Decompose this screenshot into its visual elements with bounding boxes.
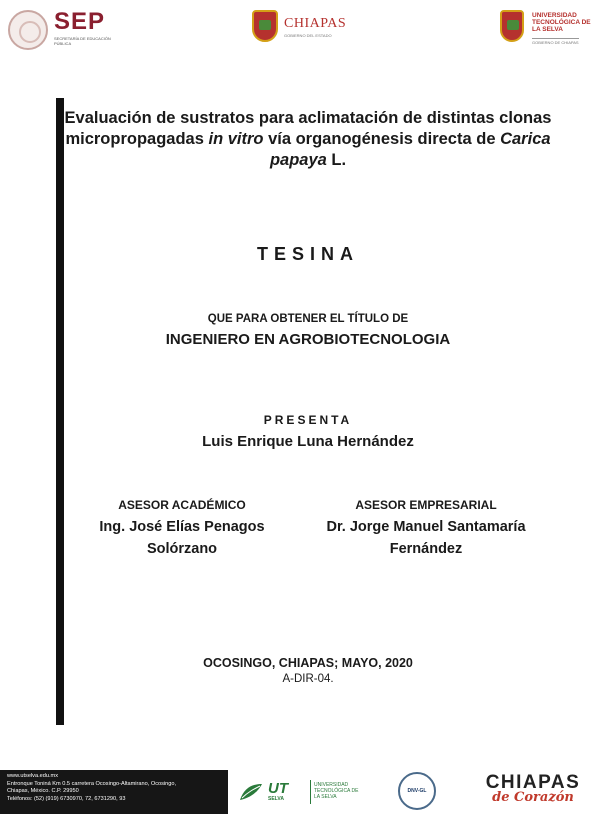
- academic-advisor-name-line1: Ing. José Elías Penagos: [99, 519, 265, 535]
- university-shield-icon: [500, 10, 524, 42]
- title-text-2: vía organogénesis directa de: [263, 130, 501, 148]
- footer-logos: [228, 770, 600, 814]
- thesis-type: TESINA: [256, 244, 359, 264]
- certification-seal-icon: [398, 772, 436, 810]
- slogan-bottom: de Corazón: [492, 790, 574, 805]
- chiapas-shield-icon: [252, 10, 278, 42]
- title-italic-in-vitro: in vitro: [208, 130, 264, 148]
- ut-sub: SELVA: [268, 796, 284, 802]
- business-advisor-name-line1: Dr. Jorge Manuel Santamaría: [326, 519, 526, 535]
- ut-divider: [310, 780, 311, 804]
- university-logo: [498, 8, 598, 50]
- place-date: OCOSINGO, CHIAPAS; MAYO, 2020: [203, 656, 413, 670]
- footer-website: www.utselva.edu.mx: [7, 773, 58, 779]
- academic-advisor-name: [66, 516, 298, 560]
- academic-advisor-name-line2: Solórzano: [146, 541, 218, 557]
- chiapas-name: CHIAPAS: [284, 16, 347, 31]
- chiapas-de-corazon-logo: [473, 772, 593, 812]
- footer-address-line2: Chiapas, México. C.P. 29950: [7, 788, 79, 794]
- left-vertical-rule: [56, 98, 64, 725]
- business-advisor-label: ASESOR EMPRESARIAL: [355, 498, 497, 512]
- sep-acronym: SEP: [54, 8, 106, 35]
- business-advisor-block: [300, 498, 552, 560]
- university-name: UNIVERSIDAD TECNOLÓGICA DE LA SELVA: [532, 12, 591, 33]
- business-advisor-name-line2: Fernández: [389, 541, 463, 557]
- footer-phones: Teléfonos: (52) (919) 6730970, 72, 6731290, 93: [7, 795, 126, 802]
- title-text-3: L.: [326, 151, 347, 169]
- chiapas-government-logo: [252, 10, 362, 50]
- document-title: [64, 108, 552, 171]
- mexico-seal-icon: [8, 10, 48, 50]
- degree-name: INGENIERO EN AGROBIOTECNOLOGIA: [165, 331, 451, 348]
- certification-mark: DNV-GL: [407, 788, 427, 794]
- university-subtitle: GOBIERNO DE CHIAPAS: [532, 40, 579, 45]
- academic-advisor-label: ASESOR ACADÉMICO: [118, 498, 246, 512]
- ut-mark: UT: [268, 780, 288, 797]
- academic-advisor-block: [66, 498, 298, 560]
- title-italic-species: Carica papaya: [269, 130, 551, 169]
- ut-leaf-icon: [238, 782, 264, 802]
- chiapas-subtitle: GOBIERNO DEL ESTADO: [284, 33, 332, 38]
- document-code: A-DIR-04.: [282, 673, 334, 685]
- degree-purpose: QUE PARA OBTENER EL TÍTULO DE: [207, 313, 409, 325]
- author-name: Luis Enrique Luna Hernández: [202, 433, 414, 450]
- footer-contact: [0, 770, 228, 814]
- ut-selva-logo: [238, 778, 358, 808]
- footer-address-line1: Entronque Toniná Km 0.5 carretera Ocosingo-Altamirano, Ocosingo,: [7, 780, 177, 787]
- ut-name: UNIVERSIDAD TECNOLÓGICA DE LA SELVA: [314, 782, 359, 800]
- sep-subtitle: SECRETARÍA DE EDUCACIÓN PÚBLICA: [54, 36, 111, 46]
- title-text-1: Evaluación de sustratos para aclimatación de distintas clonas micropropagadas: [64, 109, 552, 148]
- presenta-label: PRESENTA: [263, 413, 353, 427]
- slogan-top: CHIAPAS: [485, 772, 581, 793]
- business-advisor-name: [300, 516, 552, 560]
- sep-logo: [8, 8, 128, 52]
